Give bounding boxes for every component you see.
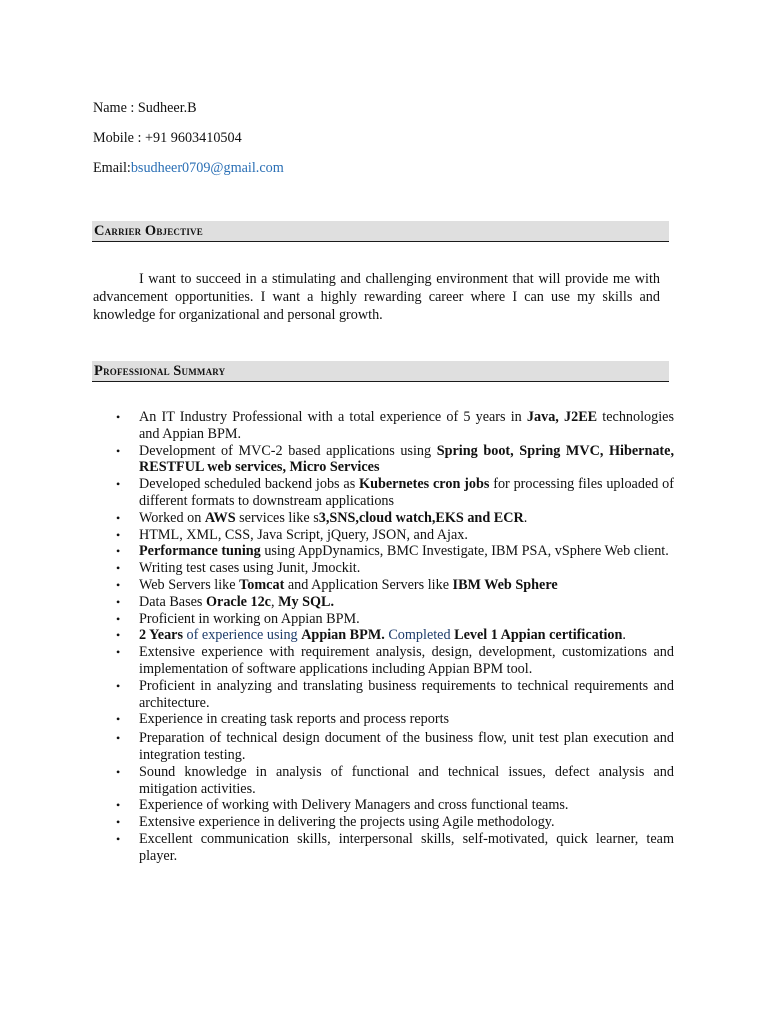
summary-list [139, 409, 674, 865]
summary-section-header [92, 361, 669, 382]
list-item: • Sound knowledge in analysis of functional and technical issues, defect analysis and mitigation activities. [139, 764, 674, 798]
list-item: • Experience of working with Delivery Managers and cross functional teams. [139, 797, 674, 814]
list-item: • Experience in creating task reports and process reports [139, 711, 674, 728]
contact-mobile [93, 130, 242, 147]
list-item: • Worked on AWS services like s3,SNS,cloud watch,EKS and ECR. [139, 510, 674, 527]
list-item: • Proficient in working on Appian BPM. [139, 611, 674, 628]
list-item: • Web Servers like Tomcat and Application Servers like IBM Web Sphere [139, 577, 674, 594]
list-item: • Development of MVC-2 based applications using Spring boot, Spring MVC, Hibernate, RESTFUL web services, Micro Services [139, 443, 674, 477]
summary-heading: Professional Summary [94, 363, 226, 379]
list-item: • Proficient in analyzing and translating business requirements to technical requirements and architecture. [139, 678, 674, 712]
email-link[interactable]: bsudheer0709@gmail.com [130, 160, 284, 176]
list-item: • Preparation of technical design document of the business flow, unit test plan execution and integration testing. [139, 730, 674, 764]
list-item: • Data Bases Oracle 12c, My SQL. [139, 594, 674, 611]
list-item: • HTML, XML, CSS, Java Script, jQuery, JSON, and Ajax. [139, 527, 674, 544]
name-label: Name : [93, 100, 138, 116]
list-item: • Excellent communication skills, interpersonal skills, self-motivated, quick learner, team player. [139, 831, 674, 865]
list-item: • Performance tuning using AppDynamics, BMC Investigate, IBM PSA, vSphere Web client. [139, 543, 674, 560]
objective-section-header [92, 221, 669, 242]
name-value: Sudheer.B [137, 100, 197, 116]
list-item: • Writing test cases using Junit, Jmockit. [139, 560, 674, 577]
list-item: • An IT Industry Professional with a total experience of 5 years in Java, J2EE technologies and Appian BPM. [139, 409, 674, 443]
mobile-value: +91 9603410504 [145, 130, 242, 146]
objective-heading: Carrier Objective [94, 223, 203, 239]
objective-text: I want to succeed in a stimulating and challenging environment that will provide me with advancement opportunities. I want a highly rewarding career where I can use my skills and knowledge for organizational and personal growth. [93, 271, 660, 324]
list-item: • Extensive experience in delivering the projects using Agile methodology. [139, 814, 674, 831]
list-item: • Extensive experience with requirement analysis, design, development, customizations and implementation of software applications including Appian BPM tool. [139, 644, 674, 678]
email-label: Email: [93, 160, 131, 176]
list-item: • 2 Years of experience using Appian BPM. Completed Level 1 Appian certification. [139, 627, 674, 644]
contact-email [93, 160, 284, 177]
contact-name [93, 100, 197, 117]
list-item: • Developed scheduled backend jobs as Kubernetes cron jobs for processing files uploaded of different formats to downstream applications [139, 476, 674, 510]
mobile-label: Mobile : [93, 130, 146, 146]
